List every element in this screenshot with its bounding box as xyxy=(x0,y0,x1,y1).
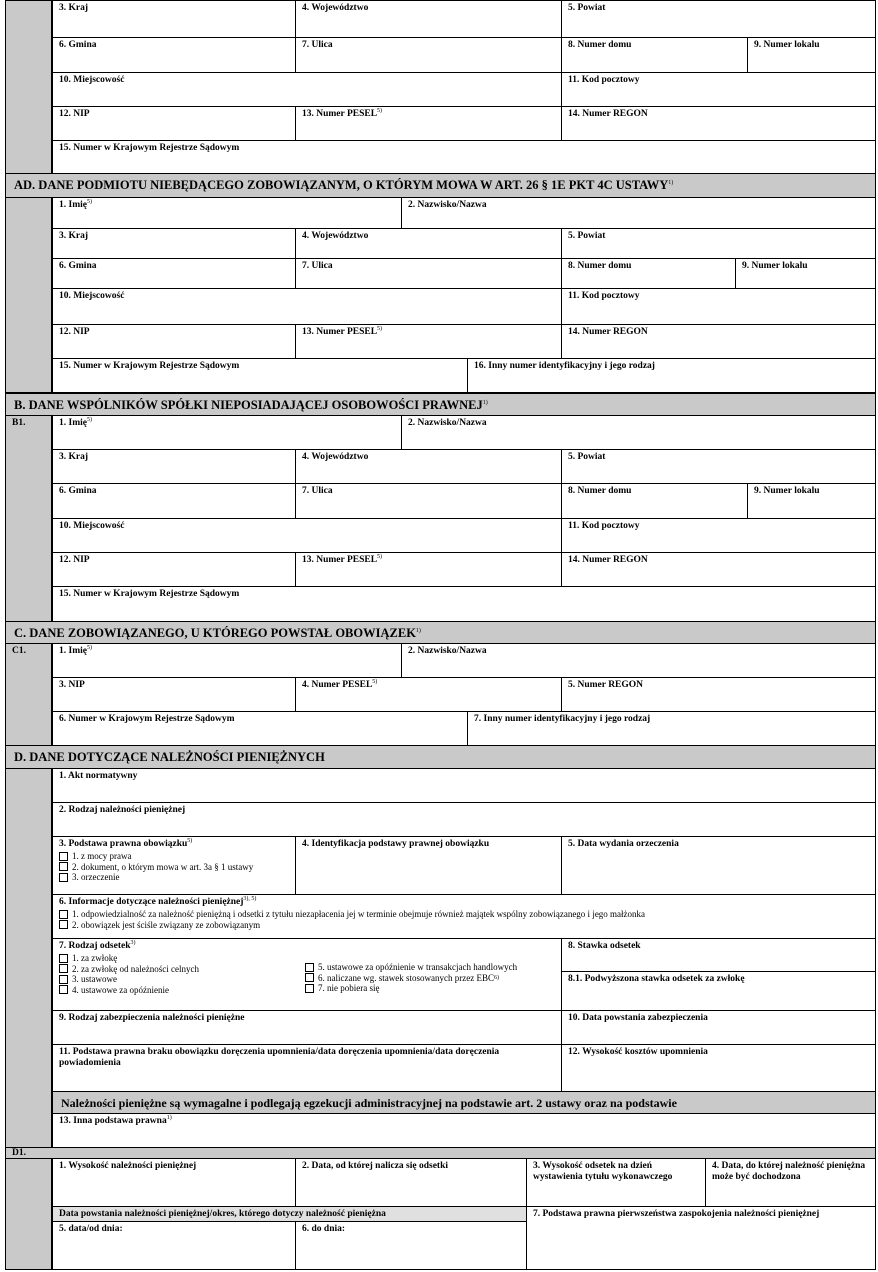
d-field-stawka-odsetek[interactable] xyxy=(561,938,876,972)
label: 5. Powiat xyxy=(568,3,606,13)
label: 3. Podstawa prawna obowiązku xyxy=(59,839,188,849)
d-field-data-orzeczenia[interactable] xyxy=(561,836,876,895)
checkbox[interactable] xyxy=(59,985,68,994)
option-label: 3. ustawowe xyxy=(72,974,117,984)
top-field-kraj[interactable] xyxy=(52,0,296,38)
c-field-regon[interactable] xyxy=(561,677,876,712)
label: 11. Kod pocztowy xyxy=(568,521,640,531)
checkbox-option[interactable] xyxy=(59,964,199,975)
d-field-akt-normatywny[interactable] xyxy=(52,768,876,803)
checkbox[interactable] xyxy=(59,910,68,919)
checkbox[interactable] xyxy=(59,920,68,929)
c-field-nip[interactable] xyxy=(52,677,296,712)
ad-field-kraj[interactable] xyxy=(52,228,296,259)
top-field-gmina[interactable] xyxy=(52,37,296,73)
footnote-ref: 3), 5) xyxy=(243,895,257,902)
label: 5. data/od dnia: xyxy=(59,1224,123,1234)
footnote-ref: 1) xyxy=(415,627,421,634)
label: 1. Akt normatywny xyxy=(59,771,138,781)
label: 13. Inna podstawa prawna xyxy=(59,1116,167,1126)
checkbox[interactable] xyxy=(59,862,68,871)
label: 3. Kraj xyxy=(59,452,89,462)
label: 9. Rodzaj zabezpieczenia należności pieniężne xyxy=(59,1013,245,1023)
d-field-identyfikacja[interactable] xyxy=(295,836,562,895)
label: 6. Numer w Krajowym Rejestrze Sądowym xyxy=(59,714,235,724)
label: 14. Numer REGON xyxy=(568,109,648,119)
d-field-koszty-upomnienia[interactable] xyxy=(561,1044,876,1092)
label: 7. Inny numer identyfikacyjny i jego rodzaj xyxy=(474,714,651,724)
label: 10. Miejscowość xyxy=(59,291,125,301)
label: 6. Gmina xyxy=(59,486,97,496)
label: 7. Rodzaj odsetek xyxy=(59,941,131,951)
label: 11. Kod pocztowy xyxy=(568,75,640,85)
label: 11. Podstawa prawna braku obowiązku doręczenia upomnienia/data doręczenia upomnienia/data doręczenia powiadomienia xyxy=(59,1047,500,1068)
top-field-miejscowosc[interactable] xyxy=(52,72,562,107)
d-field-podwyzszona-stawka[interactable] xyxy=(561,971,876,1011)
checkbox-option[interactable] xyxy=(59,909,869,920)
top-field-wojewodztwo[interactable] xyxy=(295,0,562,38)
label: 2. Data, od której nalicza się odsetki xyxy=(302,1161,449,1171)
b-field-gmina[interactable] xyxy=(52,483,296,519)
option-label: 6. naliczane wg. stawek stosowanych przez EBC xyxy=(318,972,494,983)
ad-field-wojewodztwo[interactable] xyxy=(295,228,562,259)
label: 7. Podstawa prawna pierwszeństwa zaspokojenia należności pieniężnej xyxy=(533,1209,820,1219)
label: 12. NIP xyxy=(59,555,90,565)
d-wymagalne-band xyxy=(52,1091,876,1114)
checkbox-option[interactable] xyxy=(59,872,289,883)
c-field-nazwisko[interactable] xyxy=(401,643,876,678)
footnote-ref: 5) xyxy=(377,325,383,332)
d1-label: D1. xyxy=(12,1148,26,1158)
label: 6. Gmina xyxy=(59,40,97,50)
top-field-pesel[interactable] xyxy=(295,106,562,141)
b-field-numer-lokalu[interactable] xyxy=(747,483,876,519)
d-field-data-zabezpieczenia[interactable] xyxy=(561,1010,876,1045)
checkbox-option[interactable] xyxy=(59,920,869,931)
c-field-imie[interactable] xyxy=(52,643,402,678)
label: 4. Województwo xyxy=(302,231,369,241)
d1-field-wysokosc[interactable] xyxy=(52,1158,296,1207)
d-field-podstawa-prawna[interactable] xyxy=(52,836,296,895)
label: 2. Nazwisko/Nazwa xyxy=(408,646,487,656)
section-ad-header xyxy=(5,173,876,198)
ad-field-inny-numer[interactable] xyxy=(467,358,876,393)
d1-field-data-dochodzenia[interactable] xyxy=(705,1158,876,1207)
d1-field-data-odsetki[interactable] xyxy=(295,1158,527,1207)
header-text: AD. DANE PODMIOTU NIEBĘDĄCEGO ZOBOWIĄZANYM, O KTÓRYM MOWA W ART. 26 § 1E PKT 4C USTAWY xyxy=(14,178,669,192)
ad-field-numer-lokalu[interactable] xyxy=(735,258,876,289)
b-side-gray xyxy=(5,415,52,622)
label: 8. Stawka odsetek xyxy=(568,941,641,951)
b-field-powiat[interactable] xyxy=(561,449,876,484)
ad-field-nip[interactable] xyxy=(52,324,296,359)
label: 7. Ulica xyxy=(302,40,333,50)
label: 6. Gmina xyxy=(59,261,97,271)
b-field-numer-domu[interactable] xyxy=(561,483,748,519)
label: 16. Inny numer identyfikacyjny i jego rodzaj xyxy=(474,361,655,371)
label: 4. Województwo xyxy=(302,3,369,13)
checkbox-option[interactable]: 6. naliczane wg. stawek stosowanych przez EBC 6) xyxy=(305,973,517,984)
label: 2. Rodzaj należności pieniężnej xyxy=(59,805,186,815)
label: 7. Ulica xyxy=(302,261,333,271)
footnote-ref: 1) xyxy=(166,1114,172,1121)
c1-label: C1. xyxy=(12,646,26,656)
label: 9. Numer lokalu xyxy=(742,261,808,271)
checkbox-option[interactable] xyxy=(59,862,289,873)
d-field-rodzaj-odsetek[interactable] xyxy=(52,938,562,1011)
top-field-nip[interactable] xyxy=(52,106,296,141)
label: 13. Numer PESEL xyxy=(302,109,378,119)
checkbox[interactable] xyxy=(305,973,314,982)
top-field-kod-pocztowy[interactable] xyxy=(561,72,876,107)
checkbox-option[interactable] xyxy=(305,983,517,994)
checkbox[interactable] xyxy=(305,963,314,972)
checkbox-option[interactable] xyxy=(305,962,517,973)
label: 11. Kod pocztowy xyxy=(568,291,640,301)
ad-field-powiat[interactable] xyxy=(561,228,876,259)
footnote-ref: 5) xyxy=(377,553,383,560)
label: Data powstania należności pieniężnej/okres, którego dotyczy należność pieniężna xyxy=(59,1209,386,1219)
c-field-pesel[interactable] xyxy=(295,677,562,712)
label: 3. Kraj xyxy=(59,3,89,13)
top-field-powiat[interactable] xyxy=(561,0,876,38)
b-field-ulica[interactable] xyxy=(295,483,562,519)
checkbox[interactable] xyxy=(59,873,68,882)
checkbox-option[interactable] xyxy=(59,985,199,996)
header-text: C. DANE ZOBOWIĄZANEGO, U KTÓREGO POWSTAŁ OBOWIĄZEK xyxy=(14,626,416,640)
label: 9. Numer lokalu xyxy=(754,40,820,50)
option-label: 2. obowiązek jest ściśle związany ze zobowiązanym xyxy=(72,919,261,930)
checkbox[interactable] xyxy=(59,975,68,984)
checkbox[interactable] xyxy=(59,954,68,963)
label: 10. Miejscowość xyxy=(59,521,125,531)
top-field-regon[interactable] xyxy=(561,106,876,141)
label: 8. Numer domu xyxy=(568,40,632,50)
label: 7. Ulica xyxy=(302,486,333,496)
footnote-ref: 5) xyxy=(377,107,383,114)
footnote-ref: 3) xyxy=(130,939,136,946)
d1-field-pierwszenstwo[interactable] xyxy=(526,1206,876,1270)
ad-field-ulica[interactable] xyxy=(295,258,562,289)
footnote-ref: 5) xyxy=(372,678,378,685)
label: 12. NIP xyxy=(59,327,90,337)
ad-side-gray xyxy=(5,197,52,393)
b-field-regon[interactable] xyxy=(561,552,876,587)
option-label: 7. nie pobiera się xyxy=(318,983,380,993)
d1-field-wysokosc-odsetek[interactable] xyxy=(526,1158,706,1207)
d-field-rodzaj-zabezpieczenia[interactable] xyxy=(52,1010,562,1045)
b-field-nip[interactable] xyxy=(52,552,296,587)
c-field-inny-numer[interactable] xyxy=(467,711,876,746)
label: 1. Wysokość należności pieniężnej xyxy=(59,1161,197,1171)
option-label: 3. orzeczenie xyxy=(72,872,120,882)
checkbox[interactable] xyxy=(59,964,68,973)
ad-field-imie[interactable] xyxy=(52,197,402,229)
d1-field-data-od[interactable] xyxy=(52,1221,296,1270)
odsetki-options-a xyxy=(59,953,199,995)
label: 10. Miejscowość xyxy=(59,75,125,85)
checkbox[interactable] xyxy=(59,852,68,861)
d-field-informacje[interactable] xyxy=(52,894,876,939)
footnote-ref: 5) xyxy=(86,416,92,423)
label: 15. Numer w Krajowym Rejestrze Sądowym xyxy=(59,361,240,371)
label: 2. Nazwisko/Nazwa xyxy=(408,418,487,428)
ad-field-gmina[interactable] xyxy=(52,258,296,289)
label: 4. Data, do której należność pieniężna może być dochodzona xyxy=(712,1161,866,1182)
d-side-gray xyxy=(5,768,52,1150)
d-field-inna-podstawa[interactable] xyxy=(52,1113,876,1148)
label: 4. Identyfikacja podstawy prawnej obowiązku xyxy=(302,839,490,849)
label: 15. Numer w Krajowym Rejestrze Sądowym xyxy=(59,143,240,153)
header-text: B. DANE WSPÓLNIKÓW SPÓŁKI NIEPOSIADAJĄCEJ OSOBOWOŚCI PRAWNEJ xyxy=(14,398,483,412)
option-label: 4. ustawowe za opóźnienie xyxy=(72,984,169,995)
label: 13. Numer PESEL xyxy=(302,327,378,337)
top-field-numer-domu[interactable] xyxy=(561,37,748,73)
footnote-ref: 1) xyxy=(482,399,488,406)
label: 5. Data wydania orzeczenia xyxy=(568,839,679,849)
label: 6. Informacje dotyczące należności pieniężnej xyxy=(59,897,244,907)
b-field-imie[interactable] xyxy=(52,415,402,450)
b-field-krs[interactable] xyxy=(52,586,876,622)
label: 3. Kraj xyxy=(59,231,89,241)
b-field-kraj[interactable] xyxy=(52,449,296,484)
footnote-ref: 5) xyxy=(86,644,92,651)
option-label: 1. odpowiedzialność za należność pieniężną i odsetki z tytułu niezapłacenia jej w terminie obejmuje również majątek wspólny zobowiązanego i jego małżonka xyxy=(72,909,646,919)
label: 5. Numer REGON xyxy=(568,680,644,690)
b-field-miejscowosc[interactable] xyxy=(52,518,562,553)
label: 8.1. Podwyższona stawka odsetek za zwłokę xyxy=(568,974,745,984)
d1-subheader xyxy=(52,1206,527,1222)
b-field-nazwisko[interactable] xyxy=(401,415,876,450)
b-field-wojewodztwo[interactable] xyxy=(295,449,562,484)
b1-label: B1. xyxy=(12,418,26,428)
label: 12. NIP xyxy=(59,109,90,119)
label: 1. Imię xyxy=(59,200,87,210)
option-label: 2. za zwłokę od należności celnych xyxy=(72,963,199,974)
header-text: D. DANE DOTYCZĄCE NALEŻNOŚCI PIENIĘŻNYCH xyxy=(14,750,325,764)
c-side-gray xyxy=(5,643,52,746)
podstawa-options xyxy=(59,851,289,883)
ad-field-nazwisko[interactable] xyxy=(401,197,876,229)
top-field-ulica[interactable] xyxy=(295,37,562,73)
top-side-gray xyxy=(5,0,52,174)
label: 3. NIP xyxy=(59,680,85,690)
label: 1. Imię xyxy=(59,646,87,656)
checkbox-option[interactable] xyxy=(59,974,199,985)
d-field-rodzaj-naleznosci[interactable] xyxy=(52,802,876,837)
label: 4. Województwo xyxy=(302,452,369,462)
ad-field-numer-domu[interactable] xyxy=(561,258,736,289)
b-field-pesel[interactable] xyxy=(295,552,562,587)
label: 13. Numer PESEL xyxy=(302,555,378,565)
option-label: 1. z mocy prawa xyxy=(72,851,132,861)
label: 5. Powiat xyxy=(568,231,606,241)
option-label: 1. za zwłokę xyxy=(72,953,118,963)
label: 4. Numer PESEL xyxy=(302,680,373,690)
label: 3. Wysokość odsetek na dzień wystawienia tytułu wykonawczego xyxy=(533,1161,673,1182)
ad-field-kod-pocztowy[interactable] xyxy=(561,288,876,325)
option-label: 5. ustawowe za opóźnienie w transakcjach handlowych xyxy=(318,962,518,972)
label: 15. Numer w Krajowym Rejestrze Sądowym xyxy=(59,589,240,599)
label: 8. Numer domu xyxy=(568,261,632,271)
section-b-header xyxy=(5,393,876,416)
footnote-ref: 1) xyxy=(668,179,674,186)
top-field-krs[interactable] xyxy=(52,140,876,174)
label: 6. do dnia: xyxy=(302,1224,346,1234)
label: 12. Wysokość kosztów upomnienia xyxy=(568,1047,708,1057)
checkbox[interactable] xyxy=(305,984,314,993)
c-field-krs[interactable] xyxy=(52,711,468,746)
informacje-options xyxy=(59,909,869,930)
label: 2. Nazwisko/Nazwa xyxy=(408,200,487,210)
label: 5. Powiat xyxy=(568,452,606,462)
section-c-header xyxy=(5,621,876,644)
label: 10. Data powstania zabezpieczenia xyxy=(568,1013,708,1023)
d-field-upomnienie[interactable] xyxy=(52,1044,562,1092)
checkbox-option[interactable] xyxy=(59,953,199,964)
d1-field-do-dnia[interactable] xyxy=(295,1221,527,1270)
label: 14. Numer REGON xyxy=(568,555,648,565)
top-field-numer-lokalu[interactable] xyxy=(747,37,876,73)
label: 8. Numer domu xyxy=(568,486,632,496)
label: 9. Numer lokalu xyxy=(754,486,820,496)
odsetki-options-b xyxy=(305,962,517,994)
b-field-kod-pocztowy[interactable] xyxy=(561,518,876,553)
footnote-ref: 5) xyxy=(187,837,193,844)
label: 1. Imię xyxy=(59,418,87,428)
ad-field-regon[interactable] xyxy=(561,324,876,359)
footnote-ref: 5) xyxy=(86,198,92,205)
ad-field-krs[interactable] xyxy=(52,358,468,393)
label: 14. Numer REGON xyxy=(568,327,648,337)
section-d-header xyxy=(5,745,876,769)
option-label: 2. dokument, o którym mowa w art. 3a § 1 ustawy xyxy=(72,861,254,872)
checkbox-option[interactable] xyxy=(59,851,289,862)
d1-side-gray xyxy=(5,1158,52,1270)
band-text: Należności pieniężne są wymagalne i podlegają egzekucji administracyjnej na podstawie art. 2 ustawy oraz na podstawie xyxy=(61,1096,677,1110)
ad-field-miejscowosc[interactable] xyxy=(52,288,562,325)
ad-field-pesel[interactable] xyxy=(295,324,562,359)
